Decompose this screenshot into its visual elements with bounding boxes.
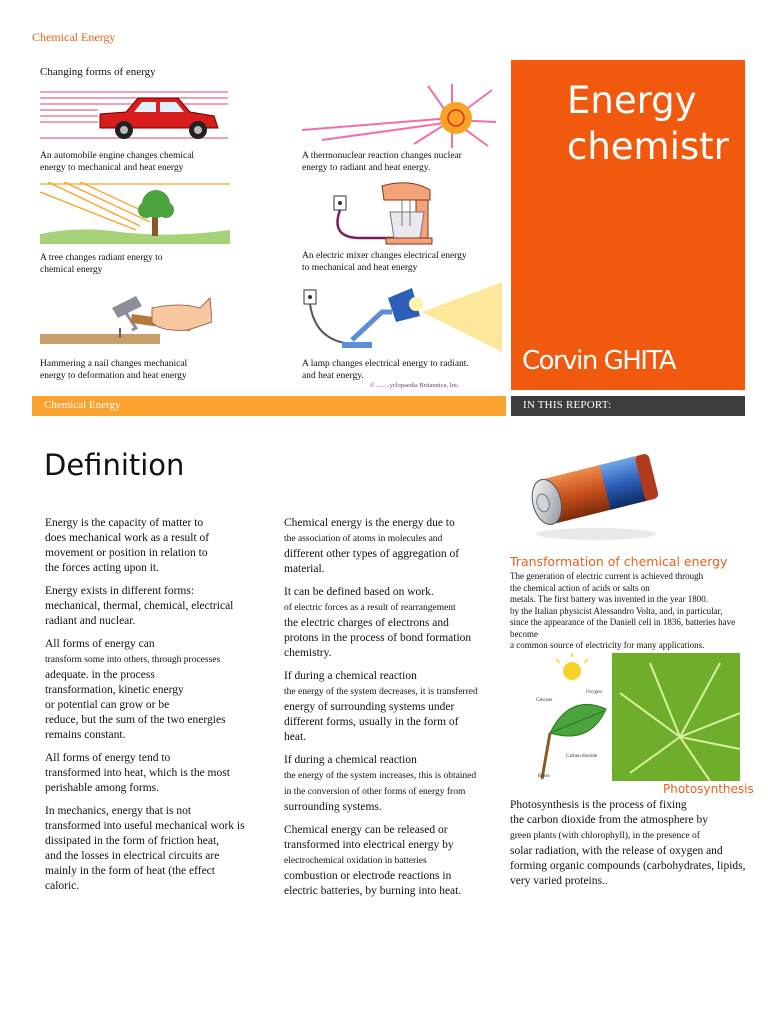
text-column-1 [45,516,275,902]
lamp-illustration [302,282,502,352]
mixer-illustration [320,178,440,246]
definition-heading: Definition [44,448,185,482]
figure-credit: © ........yclopaedia Britannica, Inc. [370,382,460,389]
author-name: Corvin GHITA [522,346,676,376]
paragraph: Energy exists in different forms: mechanical, thermal, chemical, electrical radiant and nuclear. [45,585,234,627]
battery-image [516,438,666,548]
oxygen-label: Oxygen [586,690,602,695]
transformation-text: The generation of electric current is achieved through the chemical action of acids or salts on metals. The first battery was invented in the year 1800. by the Italian physicist Alessandro Volta, and, in particular, since the appearance of the Daniell cell in 1836, batteries have become a common source of electricity for many applications. [510,571,736,650]
carbon-dioxide-label: Carbon dioxide [566,754,597,759]
roots-label: Roots [538,774,550,779]
paragraph: Chemical energy can be released or transformed into electrical energy by electrochemical oxidation in batteries combustion or electrode reactions in electric batteries, by burning into heat. [284,824,462,897]
paragraph: Energy is the capacity of matter to does mechanical work as a result of movement or position in relation to the forces acting upon it. [45,517,210,574]
paragraph: All forms of energy tend to transformed into heat, which is the most perishable among forms. [45,752,230,794]
photosynthesis-image [530,653,740,781]
paragraph: If during a chemical reaction the energy of the system decreases, it is transferred energy of surrounding systems under different forms, usually in the form of heat. [284,670,478,743]
title-block [511,60,745,390]
caption-car: An automobile engine changes chemical energy to mechanical and heat energy [40,151,195,173]
energy-forms-figure [32,60,506,392]
header-label: Chemical Energy [32,30,116,44]
paragraph: If during a chemical reaction the energy of the system increases, this is obtained in the conversion of other forms of energy from surrounding systems. [284,754,477,813]
caption-mixer: An electric mixer changes electrical energy to mechanical and heat energy [302,251,467,273]
text-column-2 [284,516,506,907]
section-bar-label: Chemical Energy [44,399,121,411]
paragraph: In mechanics, energy that is not transformed into useful mechanical work is dissipated in the form of friction heat, and the losses in electrical circuits are mainly in the form of heat (the effect caloric. [45,805,245,892]
report-contents-label: IN THIS REPORT: [523,399,612,411]
section-bar [32,396,506,416]
caption-hammer: Hammering a nail changes mechanical energy to deformation and heat energy [40,359,188,381]
photosynthesis-text: Photosynthesis is the process of fixing the carbon dioxide from the atmosphere by green plants (with chlorophyll), in the presence of solar radiation, with the release of oxygen and forming organic compounds (carbohydrates, lipids, very varied proteins.. [510,799,746,887]
photosynthesis-heading: Photosynthesis [663,782,754,796]
paragraph: All forms of energy can transform some into others, through processes adequate. in the process transformation, kinetic energy or potential can grow or be reduce, but the sum of the two energies remains constant. [45,638,226,741]
glucose-label: Glucose [536,698,553,703]
tree-illustration [40,182,230,244]
sun-burst-illustration [302,82,498,148]
report-title: Energy chemistr [567,79,729,168]
figure-title: Changing forms of energy [40,66,156,78]
hammer-illustration [40,288,212,344]
paragraph: It can be defined based on work. of electric forces as a result of rearrangement the electric charges of electrons and protons in the process of bond formation chemistry. [284,586,472,659]
paragraph: Chemical energy is the energy due to the association of atoms in molecules and different other types of aggregation of material. [284,517,460,575]
caption-tree: A tree changes radiant energy to chemical energy [40,253,163,275]
report-contents-bar [511,396,745,416]
transformation-heading: Transformation of chemical energy [510,554,728,569]
caption-sun: A thermonuclear reaction changes nuclear energy to radiant and heat energy. [302,151,462,173]
car-illustration [38,86,230,142]
caption-lamp: A lamp changes electrical energy to radiant. and heat energy. [302,359,469,381]
